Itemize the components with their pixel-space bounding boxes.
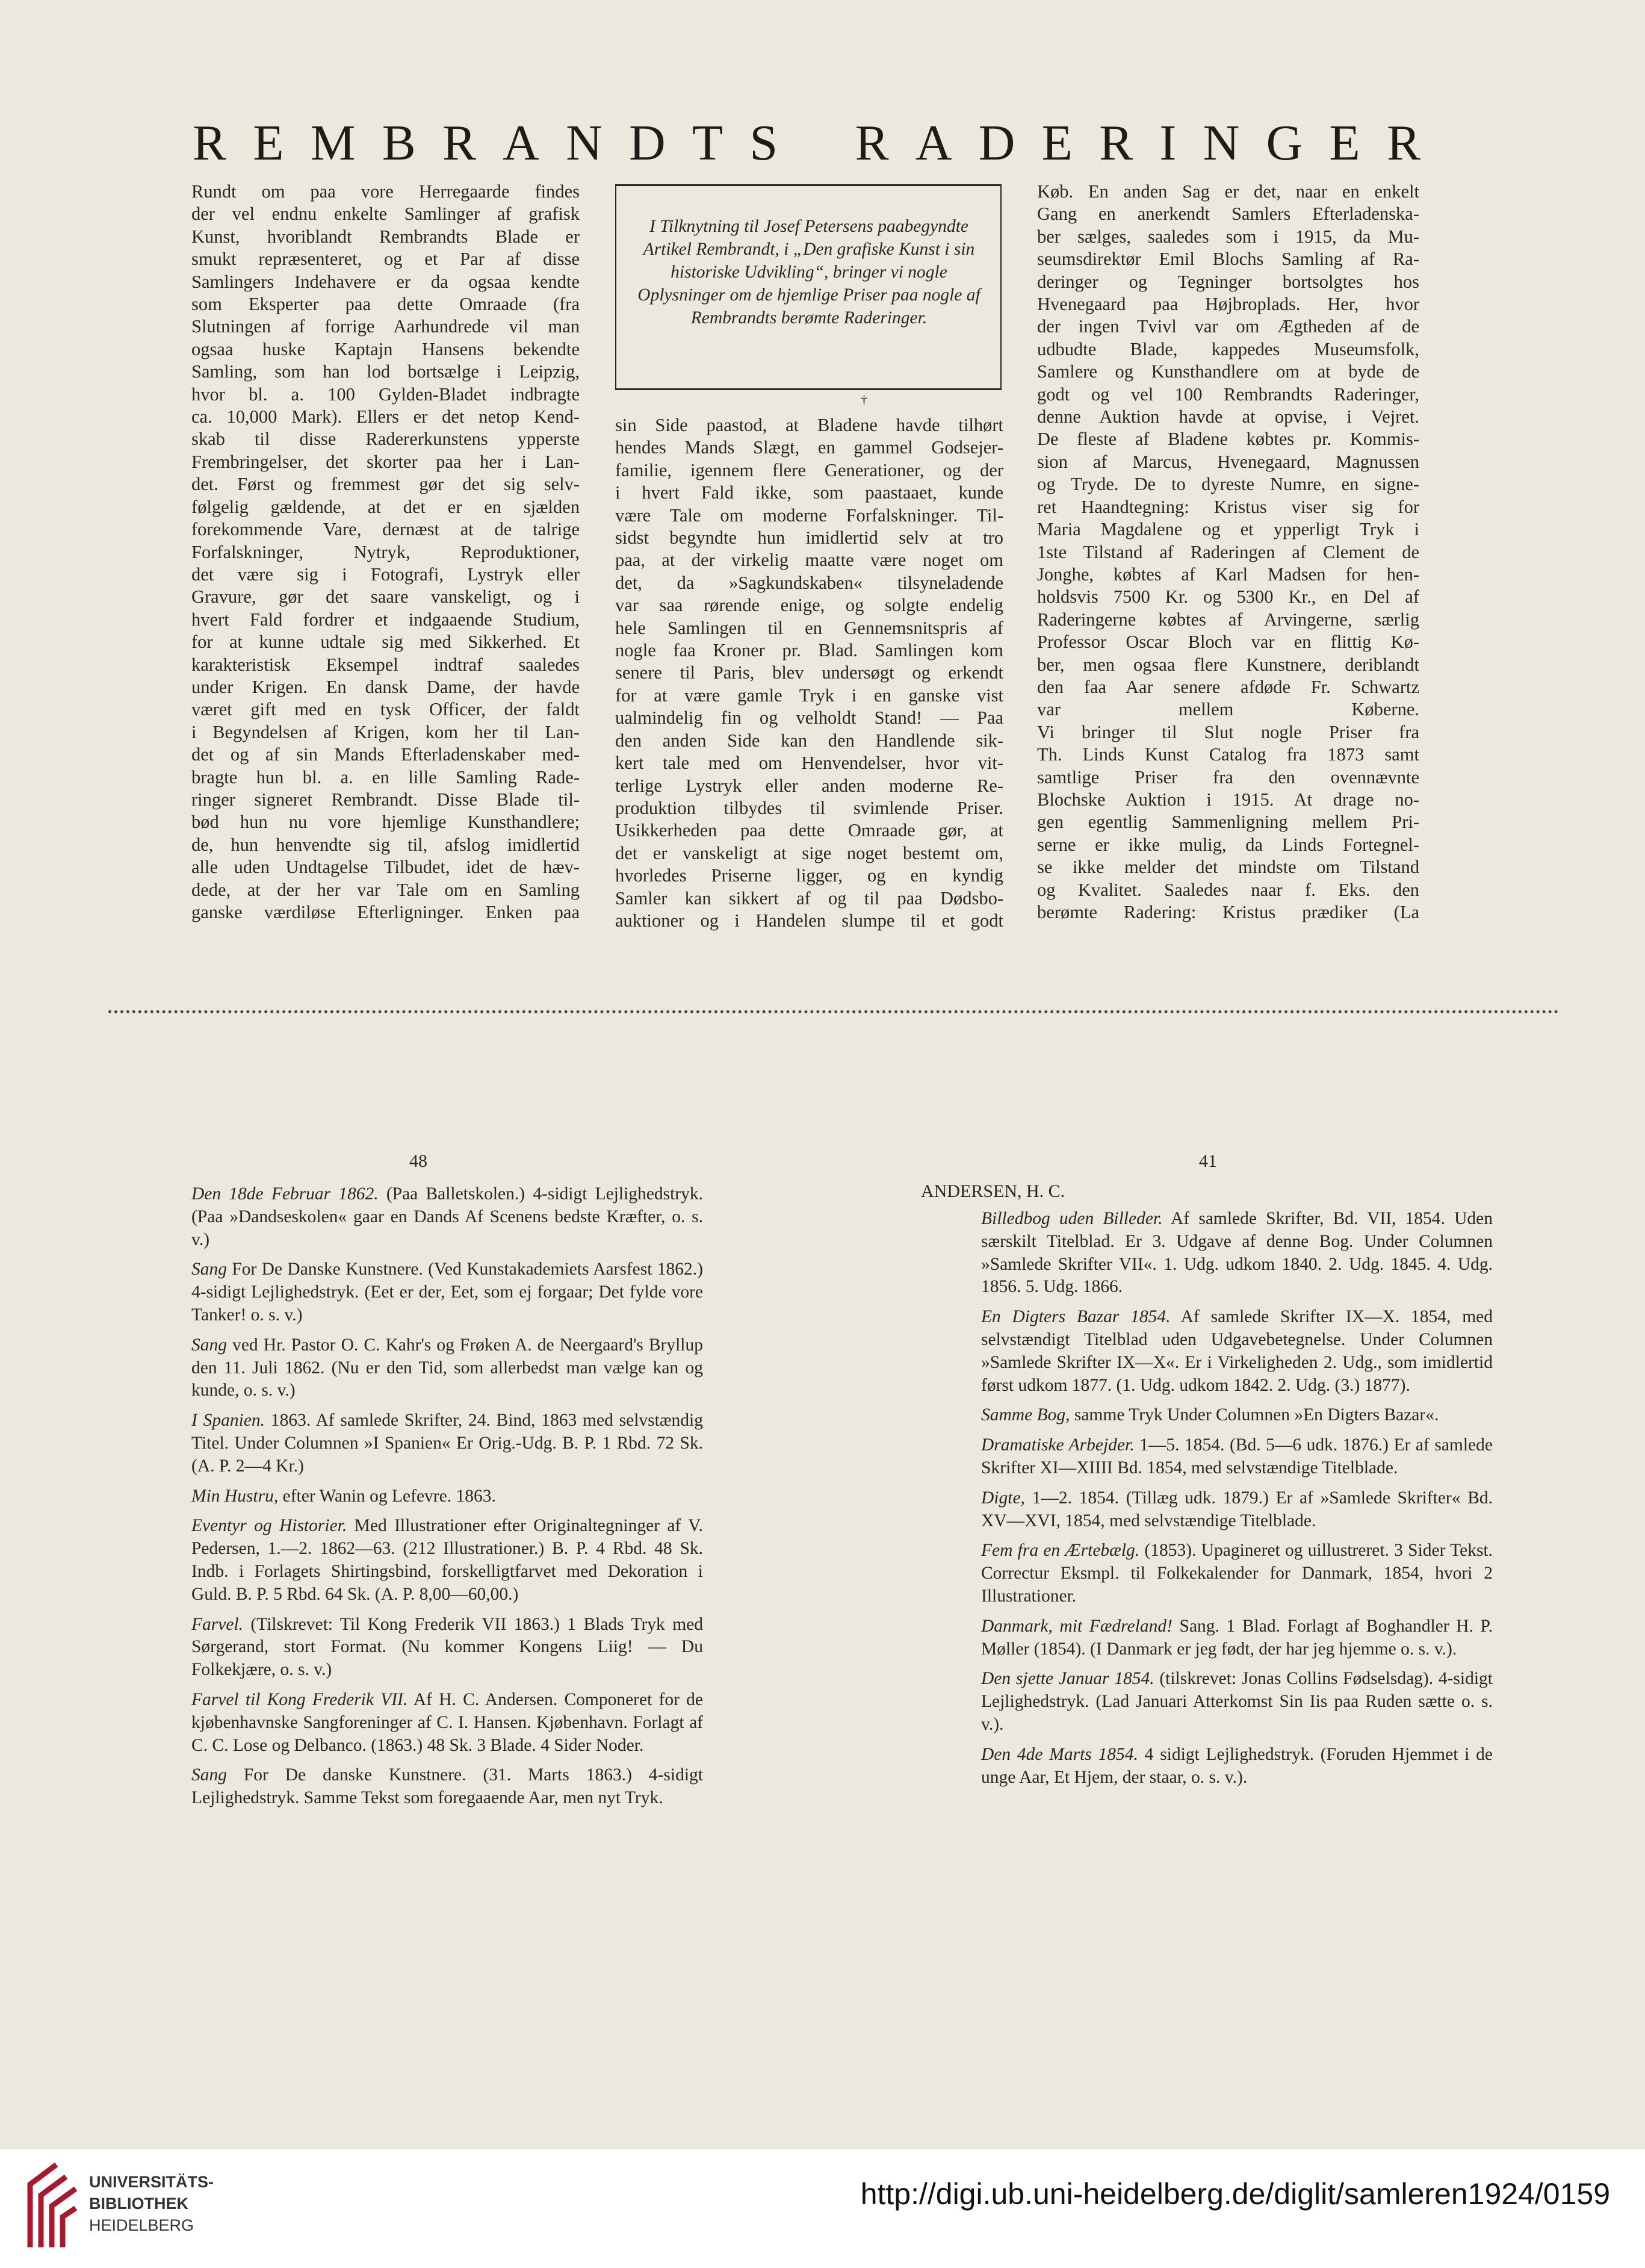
text-line: det. Først og fremmest gør det sig selv-: [191, 474, 580, 495]
catalog-left-column: [191, 1183, 703, 1817]
text-line: De fleste af Bladene købtes pr. Kommis-: [1037, 429, 1419, 450]
entry-text: efter Wanin og Lefevre. 1863.: [278, 1486, 496, 1506]
text-line: hvor bl. a. 100 Gylden-Bladet indbragte: [191, 384, 580, 405]
entry-text: 1863. Af samlede Skrifter, 24. Bind, 1863 med selvstændig Titel. Under Columnen »I Spanien« Er Orig.-Udg. B. P. 1 Rbd. 72 Sk. (A. P. 2—4 Kr.): [191, 1411, 703, 1476]
text-line: godt og vel 100 Rembrandts Raderinger,: [1037, 384, 1419, 405]
text-line: serne er ikke mulig, da Linds Fortegnel-: [1037, 834, 1419, 855]
text-line: sin Side paastod, at Bladene havde tilhørt: [615, 415, 1003, 435]
title-letter: M: [310, 115, 356, 171]
title-letter: I: [1159, 115, 1177, 171]
entry-text: Af H. C. Andersen. Componeret for de kjøbenhavnske Sangforeninger af C. I. Hansen. Kjøbenhavn. Forlagt af C. C. Lose og Delbanco. (1863.) 48 Sk. 3 Blade. 4 Sider Noder.: [191, 1689, 703, 1755]
text-line: hvorledes Priserne ligger, og en kyndig: [615, 865, 1003, 886]
catalog-entry: [981, 1487, 1493, 1533]
text-line: de, hun henvendte sig til, afslog imidlertid: [191, 834, 580, 855]
text-line: ringer signeret Rembrandt. Disse Blade til-: [191, 789, 580, 810]
entry-text: ved Hr. Pastor O. C. Kahr's og Frøken A. de Neergaard's Bryllup den 11. Juli 1862. (Nu er den Tid, som allerbedst man vælge kan og kunde, o. s. v.): [191, 1335, 703, 1400]
title-letter: G: [1266, 115, 1303, 171]
text-line: senere til Paris, blev undersøgt og erkendt: [615, 662, 1003, 683]
text-line: som Eksperter paa dette Omraade (fra: [191, 294, 580, 315]
catalog-entry: [981, 1208, 1493, 1299]
catalog-entry: [981, 1744, 1493, 1789]
text-line: hendes Mands Slægt, en gammel Godsejer-: [615, 437, 1003, 458]
catalog-entry: [191, 1183, 703, 1251]
text-line: der ingen Tvivl var om Ægtheden af de: [1037, 316, 1419, 337]
text-line: den faa Aar senere afdøde Fr. Schwartz: [1037, 676, 1419, 697]
text-line: terlige Lystryk eller anden moderne Re-: [615, 775, 1003, 796]
text-line: seumsdirektør Emil Blochs Samling af Ra-: [1037, 249, 1419, 270]
text-line: ret Haandtegning: Kristus viser sig for: [1037, 496, 1419, 517]
text-line: hvert Fald fordrer et indgaaende Studium,: [191, 609, 580, 630]
text-line: gen egentlig Sammenligning mellem Pri-: [1037, 812, 1419, 833]
article-title: [193, 113, 1420, 173]
text-line: følgelig gældende, at det er en sjælden: [191, 496, 580, 517]
text-line: Vi bringer til Slut nogle Priser fra: [1037, 721, 1419, 742]
catalog-entry: [191, 1485, 703, 1508]
text-line: den anden Side kan den Handlende sik-: [615, 730, 1003, 751]
text-line: berømte Radering: Kristus prædiker (La: [1037, 902, 1419, 922]
text-line: Forfalskninger, Nytryk, Reproduktioner,: [191, 541, 580, 562]
right-page-number: 41: [1199, 1151, 1217, 1171]
text-line: Gravure, gør det saare vanskeligt, og i: [191, 586, 580, 607]
text-line: var saa rørende enige, og solgte endelig: [615, 595, 1003, 616]
entry-title: Farvel til Kong Frederik VII.: [191, 1689, 408, 1709]
entry-title: Digte,: [981, 1488, 1025, 1508]
text-line: bød hun nu vore hjemlige Kunsthandlere;: [191, 812, 580, 833]
text-line: kert tale med om Henvendelser, hvor vit-: [615, 753, 1003, 774]
text-line: skab til disse Radererkunstens ypperste: [191, 429, 580, 450]
text-line: udbudte Blade, kappedes Museumsfolk,: [1037, 338, 1419, 359]
intro-box: [615, 184, 1002, 390]
text-line: Th. Linds Kunst Catalog fra 1873 samt: [1037, 744, 1419, 765]
entry-title: Dramatiske Arbejder.: [981, 1435, 1135, 1455]
logo-line-1: UNIVERSITÄTS-: [89, 2173, 214, 2191]
catalog-entry: [191, 1258, 703, 1326]
article-column-3: [1037, 181, 1419, 924]
entry-title: Eventyr og Historier.: [191, 1516, 347, 1536]
catalog-entry: [981, 1615, 1493, 1661]
text-line: Usikkerheden paa dette Omraade gør, at: [615, 820, 1003, 841]
text-line: hele Samlingen til en Gennemsnitspris af: [615, 617, 1003, 638]
text-line: ca. 10,000 Mark). Ellers er det netop Kend-: [191, 406, 580, 427]
entry-title: Den 4de Marts 1854.: [981, 1744, 1138, 1764]
text-line: Maria Magdalene og et ypperligt Tryk i: [1037, 519, 1419, 540]
dotted-divider: [108, 1010, 1559, 1013]
text-line: dede, at der her var Tale om en Samling: [191, 879, 580, 900]
text-line: og Kvalitet. Saaledes naar f. Eks. den: [1037, 879, 1419, 900]
title-letter: R: [1386, 115, 1420, 171]
catalog-entry: [191, 1689, 703, 1757]
text-line: ganske værdiløse Efterligninger. Enken paa: [191, 902, 580, 922]
title-letter: D: [978, 115, 1015, 171]
catalog-entry: [191, 1515, 703, 1606]
text-line: Samlere og Kunsthandlere om at byde de: [1037, 361, 1419, 382]
entry-title: Farvel.: [191, 1614, 244, 1634]
entry-text: For De Danske Kunstnere. (Ved Kunstakademiets Aarsfest 1862.) 4-sidigt Lejlighedstryk. (Eet er der, Eet, som ej forgaar; Det fylde vore Tanker! o. s. v.): [191, 1260, 703, 1325]
logo-line-3: HEIDELBERG: [89, 2216, 194, 2234]
entry-text: 1—2. 1854. (Tillæg udk. 1879.) Er af »Samlede Skrifter« Bd. XV—XVI, 1854, med selvstændige Titelblade.: [981, 1488, 1493, 1530]
title-letter: B: [382, 115, 416, 171]
text-line: i Begyndelsen af Krigen, kom her til Lan-: [191, 721, 580, 742]
title-letter: A: [503, 115, 539, 171]
title-letter: N: [1203, 115, 1240, 171]
catalog-right-heading: ANDERSEN, H. C.: [921, 1181, 1065, 1201]
text-line: sidst begyndte hun imidlertid selv at tro: [615, 527, 1003, 548]
text-line: Frembringelser, det skorter paa her i Lan-: [191, 451, 580, 472]
text-line: ber sælges, saaledes som i 1915, da Mu-: [1037, 226, 1419, 247]
text-line: familie, igennem flere Generationer, og der: [615, 459, 1003, 480]
text-line: smukt repræsenteret, og et Par af disse: [191, 249, 580, 270]
title-letter: A: [915, 115, 952, 171]
title-letter: R: [855, 115, 889, 171]
catalog-entry: [981, 1306, 1493, 1397]
text-line: for at kunne udtale sig med Sikkerhed. Et: [191, 632, 580, 653]
text-line: holdsvis 7500 Kr. og 5300 Kr., en Del af: [1037, 586, 1419, 607]
text-line: denne Auktion havde at opvise, i Vejret.: [1037, 406, 1419, 427]
text-line: ogsaa huske Kaptajn Hansens bekendte: [191, 338, 580, 359]
catalog-entry: [191, 1614, 703, 1682]
intro-box-text: I Tilknytning til Josef Petersens paabegyndte Artikel Rembrandt, i „Den grafiske Kunst i sin historiske Udvikling“, bringer vi nogle Oplysninger om de hjemlige Priser paa nogle af Rembrandts berømte Raderinger.: [637, 217, 980, 328]
text-line: deringer og Tegninger bortsolgtes hos: [1037, 271, 1419, 292]
entry-title: Danmark, mit Fædreland!: [981, 1616, 1173, 1636]
text-line: alle uden Undtagelse Tilbudet, idet de hæv-: [191, 857, 580, 878]
text-line: Samlingers Indehavere er da ogsaa kendte: [191, 271, 580, 292]
article-column-2: [615, 414, 1003, 932]
entry-title: Den 18de Februar 1862.: [191, 1184, 379, 1204]
entry-text: For De danske Kunstnere. (31. Marts 1863.) 4-sidigt Lejlighedstryk. Samme Tekst som foregaaende Aar, men nyt Tryk.: [191, 1765, 703, 1808]
entry-text: Af samlede Skrifter IX—X. 1854, med selvstændigt Titelblad uden Udgavebetegnelse. Under Columnen »Samlede Skrifter IX—X«. Er i Virkeligheden 2. Udg., som imidlertid først udkom 1877. (1. Udg. udkom 1842. 2. Udg. (3.) 1877).: [981, 1307, 1493, 1395]
text-line: karakteristisk Eksempel indtraf saaledes: [191, 654, 580, 675]
text-line: det og af sin Mands Efterladenskaber med-: [191, 744, 580, 765]
entry-text: Af samlede Skrifter, Bd. VII, 1854. Uden særskilt Titelblad. Er 3. Udgave af denne Bog. Under Columnen »Samlede Skrifter VII«. 1. Udg. udkom 1840. 2. Udg. 1845. 4. Udg. 1856. 5. Udg. 1866.: [981, 1209, 1493, 1297]
entry-text: (Tilskrevet: Til Kong Frederik VII 1863.) 1 Blads Tryk med Sørgerand, stort Format. (Nu kommer Kongens Liig! — Du Folkekjære, o. s. v.): [191, 1614, 703, 1680]
text-line: være Tale om moderne Forfalskninger. Til-: [615, 505, 1003, 526]
catalog-entry: [191, 1409, 703, 1477]
entry-text: 4 sidigt Lejlighedstryk. (Foruden Hjemmet i de unge Aar, Et Hjem, der staar, o. s. v.).: [981, 1744, 1493, 1787]
text-line: produktion tilbydes til svimlende Priser.: [615, 797, 1003, 818]
text-line: været gift med en tysk Officer, der faldt: [191, 699, 580, 720]
title-letter: R: [1099, 115, 1133, 171]
text-line: det være sig i Fotografi, Lystryk eller: [191, 564, 580, 585]
entry-title: I Spanien.: [191, 1411, 265, 1431]
text-line: Samler kan sikkert af og til paa Dødsbo-: [615, 887, 1003, 909]
text-line: der vel endnu enkelte Samlinger af grafisk: [191, 203, 580, 225]
entry-text: Med Illustrationer efter Originaltegninger af V. Pedersen, 1.—2. 1862—63. (212 Illustrationer.) B. P. 4 Rbd. 48 Sk. Indb. i Forlagets Shirtingsbind, forskelligtfarvet med Dekoration i Guld. B. P. 5 Rbd. 64 Sk. (A. P. 8,00—60,00.): [191, 1516, 704, 1604]
entry-text: samme Tryk Under Columnen »En Digters Bazar«.: [1070, 1405, 1439, 1425]
text-line: Samling, som han lod bortsælge i Leipzig,: [191, 361, 580, 382]
text-line: Jonghe, købtes af Karl Madsen for hen-: [1037, 564, 1419, 585]
entry-text: 1—5. 1854. (Bd. 5—6 udk. 1876.) Er af samlede Skrifter XI—XIIII Bd. 1854, med selvstændige Titelblade.: [981, 1435, 1493, 1477]
entry-text: Sang. 1 Blad. Forlagt af Boghandler H. P. Møller (1854). (I Danmark er jeg født, der har jeg hjemme o. s. v.).: [981, 1616, 1493, 1659]
entry-title: Den sjette Januar 1854.: [981, 1669, 1154, 1689]
text-line: det, da »Sagkundskaben« tilsyneladende: [615, 572, 1003, 593]
text-line: ber, men ogsaa flere Kunstnere, deriblandt: [1037, 654, 1419, 675]
catalog-entry: [981, 1539, 1493, 1608]
text-line: og Tryde. De to dyreste Numre, en signe-: [1037, 474, 1419, 495]
title-letter: R: [193, 115, 227, 171]
text-line: nogle faa Kroner pr. Blad. Samlingen kom: [615, 640, 1003, 661]
text-line: bragte hun bl. a. en lille Samling Rade-: [191, 766, 580, 788]
text-line: auktioner og i Handelen slumpe til et godt: [615, 910, 1003, 931]
text-line: samtlige Priser fra den ovennævnte: [1037, 766, 1419, 788]
entry-title: Sang: [191, 1335, 227, 1355]
entry-title: Sang: [191, 1765, 227, 1785]
entry-title: Min Hustru,: [191, 1486, 279, 1506]
text-line: se ikke melder det mindste om Tilstand: [1037, 857, 1419, 878]
entry-title: En Digters Bazar 1854.: [981, 1307, 1171, 1327]
entry-title: Samme Bog,: [981, 1405, 1070, 1425]
title-letter: E: [1329, 115, 1360, 171]
entry-text: (Paa Balletskolen.) 4-sidigt Lejlighedstryk. (Paa »Dandseskolen« gaar en Dands Af Scenens bedste Kræfter, o. s. v.): [191, 1184, 703, 1249]
catalog-entry: [981, 1434, 1493, 1480]
text-line: Rundt om paa vore Herregaarde findes: [191, 181, 580, 202]
text-line: Køb. En anden Sag er det, naar en enkelt: [1037, 181, 1419, 202]
dagger-mark: †: [861, 393, 867, 408]
text-line: for at være gamle Tryk i en ganske vist: [615, 685, 1003, 706]
entry-title: Fem fra en Ærtebælg.: [981, 1541, 1140, 1561]
text-line: Raderingerne købtes af Arvingerne, særlig: [1037, 609, 1419, 630]
text-line: paa, at der virkelig maatte være noget om: [615, 550, 1003, 571]
text-line: var mellem Køberne.: [1037, 699, 1419, 720]
article-column-1: [191, 181, 580, 924]
entry-title: Sang: [191, 1260, 227, 1279]
text-line: 1ste Tilstand af Raderingen af Clement de: [1037, 541, 1419, 562]
source-url-link[interactable]: http://digi.ub.uni-heidelberg.de/diglit/samleren1924/0159: [860, 2177, 1610, 2211]
text-line: Hvenegaard paa Højbroplads. Her, hvor: [1037, 294, 1419, 315]
text-line: Slutningen af forrige Aarhundrede vil man: [191, 316, 580, 337]
library-logo-text[interactable]: [89, 2171, 246, 2236]
title-letter: E: [1041, 115, 1073, 171]
left-page-number: 48: [409, 1151, 427, 1171]
text-line: i hvert Fald ikke, som paastaaet, kunde: [615, 482, 1003, 503]
title-letter: [804, 113, 828, 173]
entry-text: (tilskrevet: Jonas Collins Fødselsdag). 4-sidigt Lejlighedstryk. (Lad Januari Atterkomst Sin Iis paa Ruden sætte o. s. v.).: [981, 1669, 1493, 1734]
text-line: ualmindelig fin og velholdt Stand! — Paa: [615, 707, 1003, 729]
text-line: det er vanskeligt at sige noget bestemt om,: [615, 842, 1003, 863]
title-letter: S: [749, 115, 778, 171]
catalog-entry: [191, 1334, 703, 1402]
logo-line-2: BIBLIOTHEK: [89, 2195, 188, 2213]
entry-text: (1853). Upagineret og uillustreret. 3 Sider Tekst. Correctur Eksmpl. til Folkekalender for Danmark, 1854, hvori 2 Illustrationer.: [981, 1541, 1493, 1606]
entry-title: Billedbog uden Billeder.: [981, 1209, 1163, 1228]
title-letter: D: [628, 115, 666, 171]
title-letter: R: [442, 115, 476, 171]
title-letter: N: [566, 115, 603, 171]
text-line: Professor Oscar Bloch var en flittig Kø-: [1037, 632, 1419, 653]
text-line: Kunst, hvoriblandt Rembrandts Blade er: [191, 226, 580, 247]
text-line: Blochske Auktion i 1915. At drage no-: [1037, 789, 1419, 810]
text-line: under Krigen. En dansk Dame, der havde: [191, 676, 580, 697]
catalog-right-column: [981, 1208, 1493, 1796]
library-logo-icon[interactable]: [24, 2160, 77, 2251]
title-letter: E: [253, 115, 284, 171]
text-line: Gang en anerkendt Samlers Efterladenska-: [1037, 203, 1419, 225]
title-letter: T: [692, 115, 723, 171]
catalog-entry: [981, 1668, 1493, 1736]
catalog-entry: [981, 1404, 1493, 1427]
text-line: sion af Marcus, Hvenegaard, Magnussen: [1037, 451, 1419, 472]
catalog-entry: [191, 1764, 703, 1810]
text-line: forekommende Vare, dernæst at de talrige: [191, 519, 580, 540]
